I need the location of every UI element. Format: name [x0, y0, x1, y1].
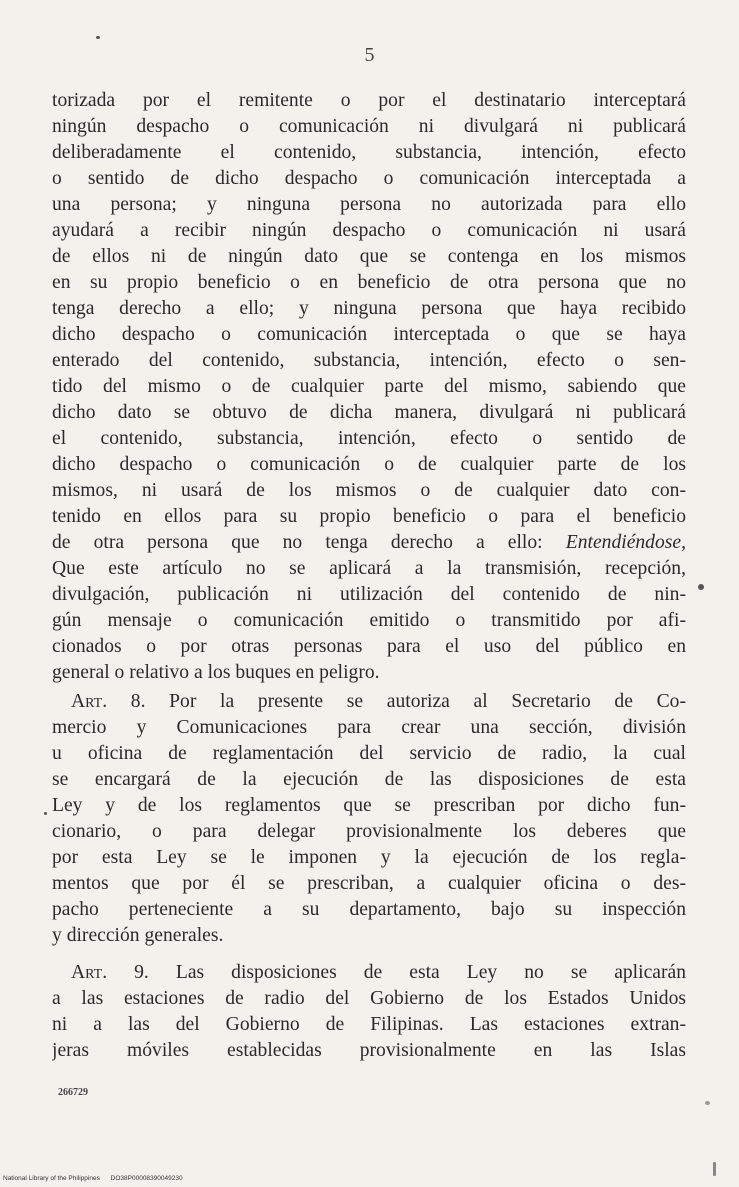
text-line: gún mensaje o comunicación emitido o transmitido por afi-	[52, 610, 686, 631]
article-heading-line	[71, 689, 686, 715]
article-heading-line	[71, 960, 686, 986]
text-line: ayudará a recibir ningún despacho o comunicación ni usará	[52, 220, 686, 241]
text-segment: 9. Las disposiciones de esta Ley no se aplicarán	[107, 962, 686, 983]
text-line: deliberadamente el contenido, substancia, intención, efecto	[52, 142, 686, 163]
text-line: por esta Ley se le imponen y la ejecución de los regla-	[52, 847, 686, 868]
text-line: Que este artículo no se aplicará a la transmisión, recepción,	[52, 558, 686, 579]
text-line: jeras móviles establecidas provisionalmente en las Islas	[52, 1040, 686, 1061]
text-line: ningún despacho o comunicación ni divulgará ni publicará	[52, 116, 686, 137]
scan-footer	[3, 1175, 183, 1182]
text-line: general o relativo a los buques en peligro.	[52, 662, 380, 683]
text-line: enterado del contenido, substancia, intención, efecto o sen-	[52, 350, 686, 371]
speck-mark	[96, 36, 100, 39]
text-line: el contenido, substancia, intención, efecto o sentido de	[52, 428, 686, 449]
proviso-word: Entendiéndose,	[565, 532, 686, 553]
text-line: mismos, ni usará de los mismos o de cualquier dato con-	[52, 480, 686, 501]
text-line: una persona; y ninguna persona no autorizada para ello	[52, 194, 686, 215]
text-line: dicho dato se obtuvo de dicha manera, divulgará ni publicará	[52, 402, 686, 423]
text-line: mercio y Comunicaciones para crear una sección, división	[52, 717, 686, 738]
text-line: dicho despacho o comunicación interceptada o que se haya	[52, 324, 686, 345]
text-line: o sentido de dicho despacho o comunicación interceptada a	[52, 168, 686, 189]
text-line: dicho despacho o comunicación o de cualquier parte de los	[52, 454, 686, 475]
text-line	[52, 530, 686, 556]
text-line: torizada por el remitente o por el destinatario interceptará	[52, 90, 686, 111]
print-code: 266729	[58, 1087, 88, 1098]
article-label: Art.	[71, 691, 108, 712]
text-line: tenga derecho a ello; y ninguna persona que haya recibido	[52, 298, 686, 319]
footer-library: National Library of the Philippines	[3, 1175, 100, 1182]
text-line: y dirección generales.	[52, 925, 224, 946]
text-segment: 8. Por la presente se autoriza al Secretario de Co-	[107, 691, 686, 712]
text-line: se encargará de la ejecución de las disposiciones de esta	[52, 769, 686, 790]
footer-record-id: DO38P00008390049230	[110, 1175, 183, 1182]
text-line: de ellos ni de ningún dato que se contenga en los mismos	[52, 246, 686, 267]
text-line: a las estaciones de radio del Gobierno de los Estados Unidos	[52, 988, 686, 1009]
text-line: en su propio beneficio o en beneficio de otra persona que no	[52, 272, 686, 293]
speck-mark	[713, 1162, 716, 1176]
speck-mark	[705, 1101, 710, 1105]
speck-mark	[44, 812, 47, 815]
text-line: tido del mismo o de cualquier parte del mismo, sabiendo que	[52, 376, 686, 397]
page-number: 5	[364, 44, 375, 66]
article-label: Art.	[71, 962, 108, 983]
text-line: tenido en ellos para su propio beneficio o para el beneficio	[52, 506, 686, 527]
text-line: mentos que por él se prescriban, a cualquier oficina o des-	[52, 873, 686, 894]
text-line: divulgación, publicación ni utilización del contenido de nin-	[52, 584, 686, 605]
text-line: cionados o por otras personas para el uso del público en	[52, 636, 686, 657]
text-line: Ley y de los reglamentos que se prescriban por dicho fun-	[52, 795, 686, 816]
text-line: u oficina de reglamentación del servicio de radio, la cual	[52, 743, 686, 764]
text-line: pacho perteneciente a su departamento, bajo su inspección	[52, 899, 686, 920]
text-line: cionario, o para delegar provisionalmente los deberes que	[52, 821, 686, 842]
text-segment: de otra persona que no tenga derecho a ello:	[52, 532, 543, 553]
text-line: ni a las del Gobierno de Filipinas. Las estaciones extran-	[52, 1014, 686, 1035]
speck-mark	[698, 584, 704, 590]
